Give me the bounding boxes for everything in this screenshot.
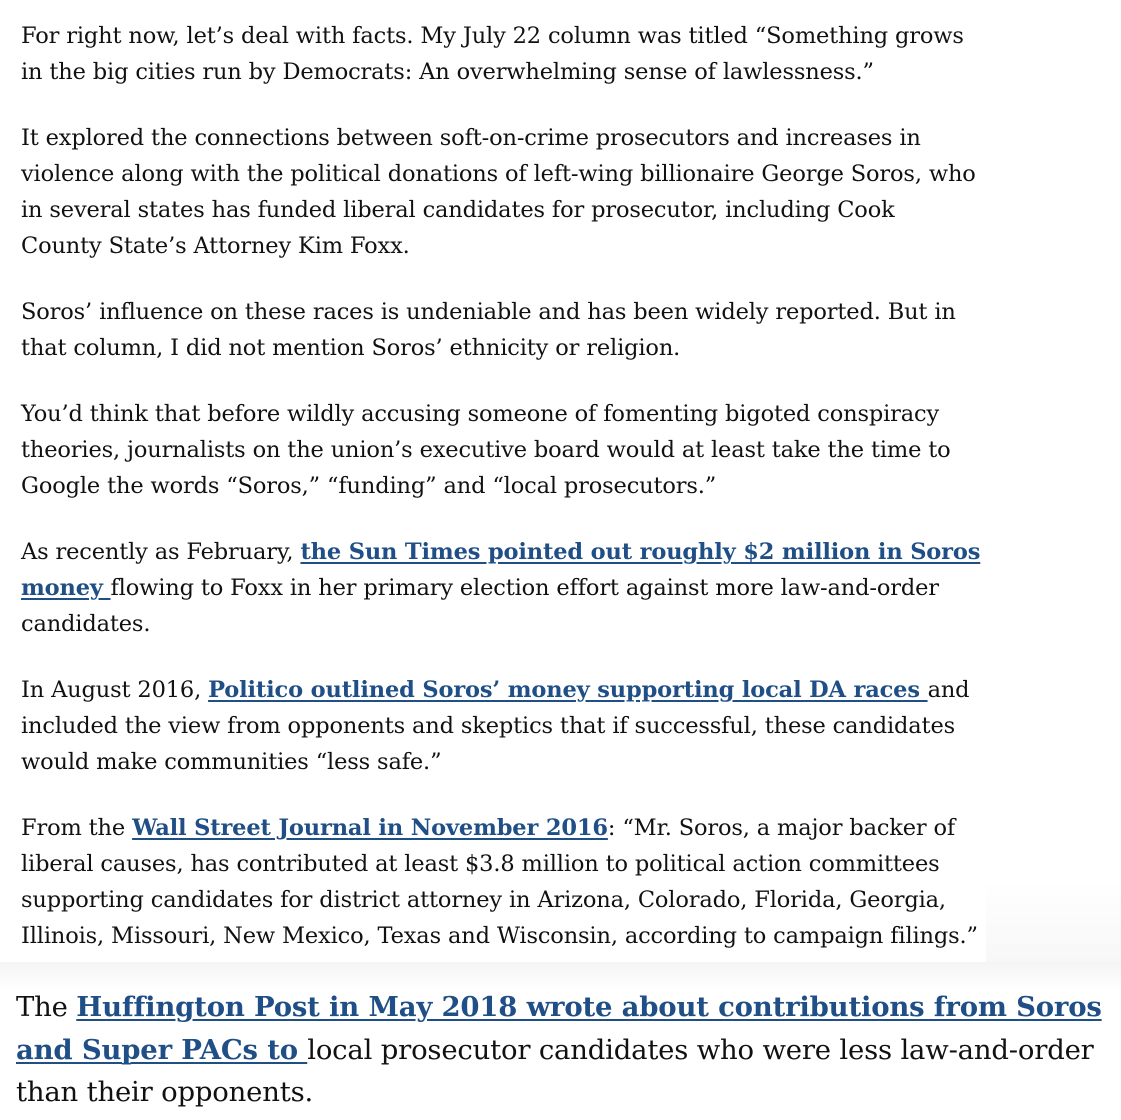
paragraph-text: local prosecutor candidates who were less law-and-order than their opponents. [16,1033,1094,1108]
paragraph-text: flowing to Foxx in her primary election effort against more law-and-order candidates. [21,575,939,637]
paragraph-influence [21,294,981,366]
politico-link[interactable]: Politico outlined Soros’ money supporting local DA races [208,677,928,703]
wsj-link[interactable]: Wall Street Journal in November 2016 [132,815,608,841]
paragraph-text: : “Mr. Soros, a major backer of liberal causes, has contributed at least $3.8 million to political action committees supporting candidates for district attorney in Arizona, Colorado, Florida, Georgia, Illinois, Missouri, New Mexico, Texas and Wisconsin, according to campaign filings.” [21,815,978,949]
screenshot-edge-shade [986,880,1121,962]
paragraph-facts [21,18,981,90]
paragraph-sun-times [21,534,981,642]
enlarged-paragraph-huffpost [16,986,1111,1114]
paragraph-accusation [21,396,981,504]
paragraph-text: It explored the connections between soft-on-crime prosecutors and increases in violence along with the political donations of left-wing billionaire George Soros, who in several states has funded liberal candidates for prosecutor, including Cook County State’s Attorney Kim Foxx. [21,125,976,259]
paragraph-text: The [16,991,77,1023]
paragraph-text: For right now, let’s deal with facts. My July 22 column was titled “Something grows in the big cities run by Democrats: An overwhelming sense of lawlessness.” [21,23,964,85]
paragraph-text: and included the view from opponents and skeptics that if successful, these candidates would make communities “less safe.” [21,677,970,775]
paragraph-connections [21,120,981,264]
article-body [21,18,981,954]
huffington-post-link[interactable]: Huffington Post in May 2018 wrote about contributions from Soros and Super PACs to [16,991,1102,1066]
paragraph-text: In August 2016, [21,677,209,703]
paragraph-text: You’d think that before wildly accusing someone of fomenting bigoted conspiracy theories, journalists on the union’s executive board would at least take the time to Google the words “Soros,” “funding” and “local prosecutors.” [21,401,951,499]
paragraph-text: Soros’ influence on these races is undeniable and has been widely reported. But in that column, I did not mention Soros’ ethnicity or religion. [21,299,956,361]
paragraph-text: From the [21,815,133,841]
paragraph-text: As recently as February, [21,539,301,565]
paragraph-wsj [21,810,981,954]
paragraph-politico [21,672,981,780]
sun-times-link[interactable]: the Sun Times pointed out roughly $2 million in Soros money [21,539,981,601]
